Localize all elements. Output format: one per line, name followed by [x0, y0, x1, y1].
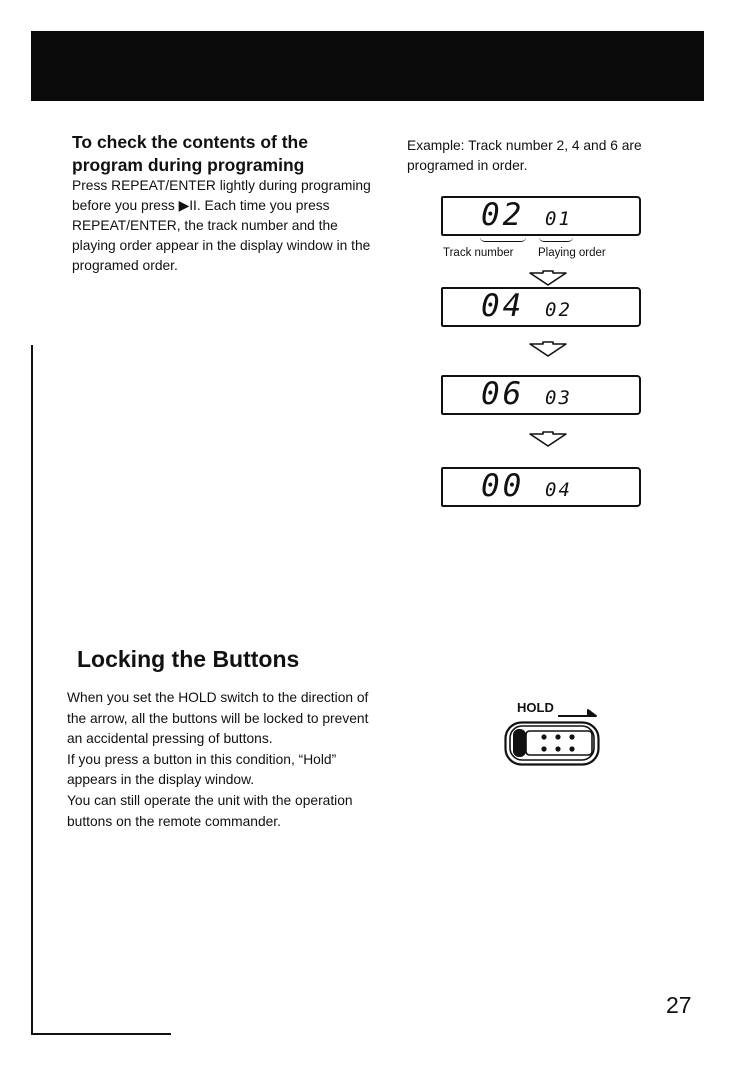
bottom-rule — [31, 1033, 171, 1035]
hold-switch-icon — [504, 721, 600, 767]
order-brace — [539, 237, 573, 242]
lock-body: When you set the HOLD switch to the direction of the arrow, all the buttons will be locked to prevent an accidental pressing of buttons. If you press a button in this condition, “Hold” appears in the display window. You can still operate the unit with the operation buttons on the remote commander. — [67, 690, 369, 829]
page-number: 27 — [666, 992, 692, 1018]
caption-track-number: Track number — [443, 247, 514, 259]
down-arrow-icon — [528, 269, 568, 287]
hold-arrow-icon — [558, 704, 598, 718]
track-number: 06 — [481, 376, 525, 412]
header-bar — [31, 31, 704, 101]
margin-rule — [31, 345, 33, 1035]
track-number: 02 — [481, 197, 525, 233]
playing-order: 01 — [545, 208, 572, 230]
check-heading: To check the contents of the program during programing — [72, 132, 308, 175]
lock-heading: Locking the Buttons — [77, 646, 300, 672]
playing-order: 04 — [545, 479, 572, 501]
display-window-3 — [441, 375, 641, 415]
playing-order: 03 — [545, 387, 572, 409]
caption-playing-order: Playing order — [538, 247, 606, 259]
check-body: Press REPEAT/ENTER lightly during programing before you press ▶II. Each time you press REPEAT/ENTER, the track number and the playing order appear in the display window in the programed order. — [72, 178, 371, 273]
display-window-1 — [441, 196, 641, 236]
playing-order: 02 — [545, 299, 572, 321]
track-number: 00 — [481, 468, 525, 504]
down-arrow-icon — [528, 340, 568, 358]
display-window-2 — [441, 287, 641, 327]
track-number: 04 — [481, 288, 525, 324]
track-brace — [480, 237, 526, 242]
down-arrow-icon — [528, 430, 568, 448]
hold-label: HOLD — [517, 700, 554, 715]
display-window-4 — [441, 467, 641, 507]
example-text: Example: Track number 2, 4 and 6 are programed in order. — [407, 138, 642, 173]
